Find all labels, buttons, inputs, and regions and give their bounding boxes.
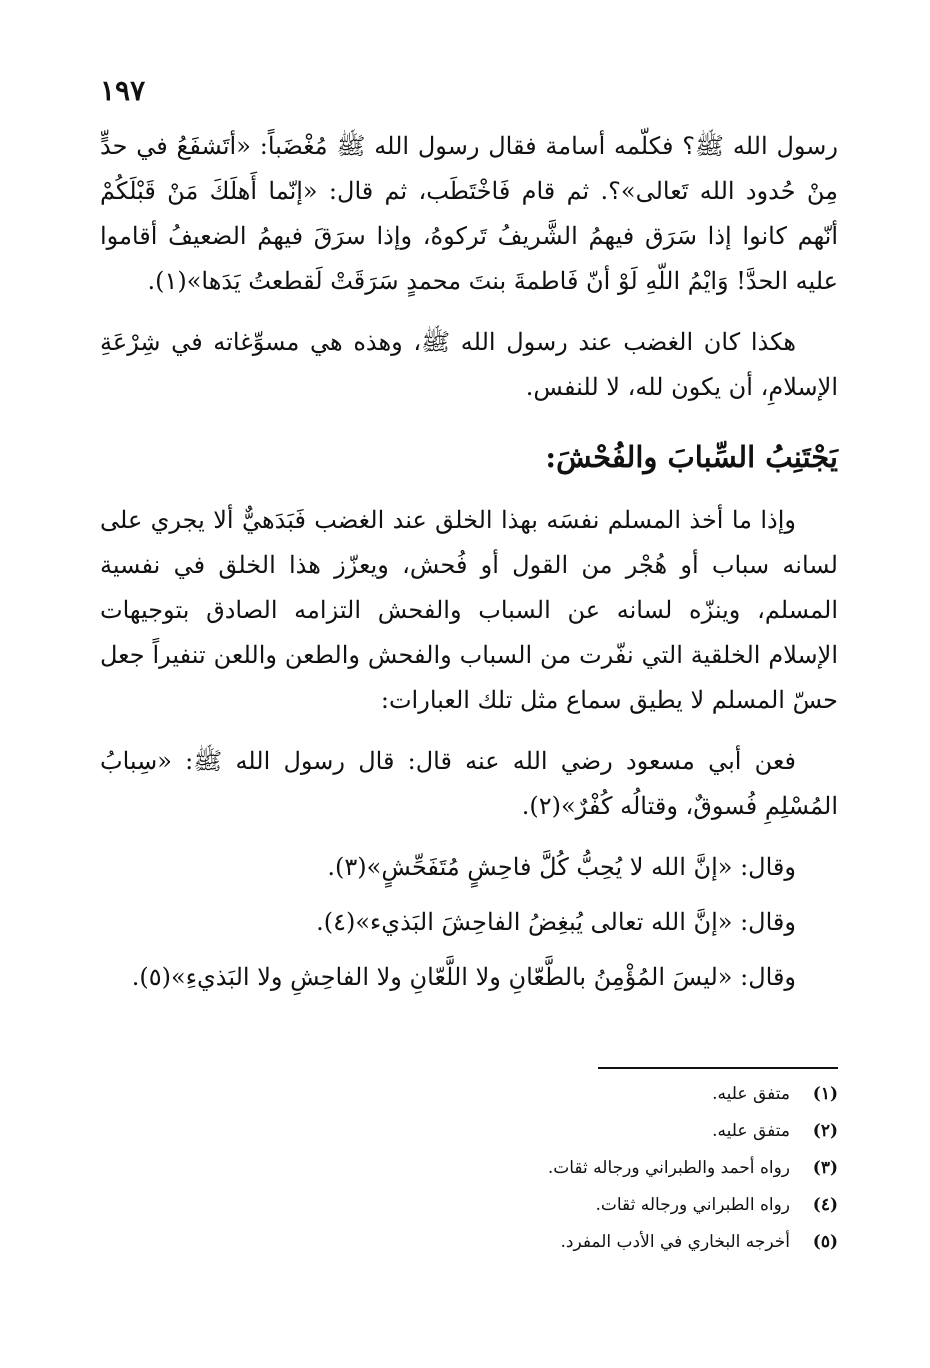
footnote-text: متفق عليه. — [712, 1084, 790, 1104]
footnote — [548, 1113, 838, 1150]
footnote-number: (٢) — [812, 1121, 838, 1141]
footnote-number: (١) — [812, 1084, 838, 1104]
hadith-paragraph: فعن أبي مسعود رضي الله عنه قال: قال رسول الله ﷺ: «سِبابُ المُسْلِمِ فُسوقٌ، وقتالُه كُفْرٌ»(٢). — [100, 747, 838, 820]
main-text — [100, 124, 838, 1010]
section-heading: يَجْتَنِبُ السِّبابَ والفُحْشَ: — [545, 440, 838, 474]
paragraph: وإذا ما أخذ المسلم نفسَه بهذا الخلق عند الغضب فَبَدَهيٌّ ألا يجري على لسانه سباب أو هُجْر من القول أو فُحش، ويعزّز هذا الخلق في نفسية المسلم، وينزّه لسانه عن السباب والفحش التزامه الصادق بتوجيهات الإسلام الخلقية التي نفّرت من السباب والفحش والطعن واللعن تنفيراً جعل حسّ المسلم لا يطيق سماع مثل تلك العبارات: — [100, 506, 838, 714]
hadith-line: وقال: «ليسَ المُؤْمِنُ بالطَّعّانِ ولا اللَّعّانِ ولا الفاحِشِ ولا البَذيءِ»(٥). — [131, 963, 796, 991]
hadith-line: وقال: «إنَّ الله تعالى يُبغِضُ الفاحِشَ البَذيء»(٤). — [316, 908, 796, 936]
footnote-divider — [598, 1067, 838, 1069]
paragraph: رسول الله ﷺ؟ فكلّمه أسامة فقال رسول الله ﷺ مُغْضَباً: «أتَشفَعُ في حدٍّ مِنْ حُدود الله تَعالى»؟. ثم قام فَاخْتَطَب، ثم قال: «إنّما أَهلَكَ مَنْ قَبْلَكُمْ أنّهم كانوا إذا سَرَق فيهمُ الشَّريفُ تَركوهُ، وإذا سرَقَ فيهمُ الضعيفُ أقاموا عليه الحدَّ! وَايْمُ اللّهِ لَوْ أنّ فَاطمةَ بنتَ محمدٍ سَرَقَتْ لَقطعتُ يَدَها»(١). — [100, 132, 839, 295]
footnote-number: (٤) — [812, 1195, 838, 1215]
hadith-line: وقال: «إنَّ الله لا يُحِبُّ كُلَّ فاحِشٍ مُتَفَحِّشٍ»(٣). — [327, 853, 796, 881]
footnote — [548, 1150, 838, 1187]
footnote — [548, 1187, 838, 1224]
page-number: ١٩٧ — [100, 74, 146, 107]
footnote-text: رواه أحمد والطبراني ورجاله ثقات. — [547, 1158, 790, 1178]
footnote-number: (٣) — [812, 1158, 838, 1178]
footnote-number: (٥) — [812, 1232, 838, 1252]
footnote-text: رواه الطبراني ورجاله ثقات. — [595, 1195, 790, 1215]
footnote — [548, 1224, 838, 1261]
footnote — [548, 1076, 838, 1113]
paragraph: هكذا كان الغضب عند رسول الله ﷺ، وهذه هي مسوِّغاته في شِرْعَةِ الإسلامِ، أن يكون لله، لا للنفس. — [100, 328, 838, 401]
footnote-text: أخرجه البخاري في الأدب المفرد. — [560, 1232, 790, 1252]
footnotes — [548, 1076, 838, 1261]
footnote-text: متفق عليه. — [712, 1121, 790, 1141]
